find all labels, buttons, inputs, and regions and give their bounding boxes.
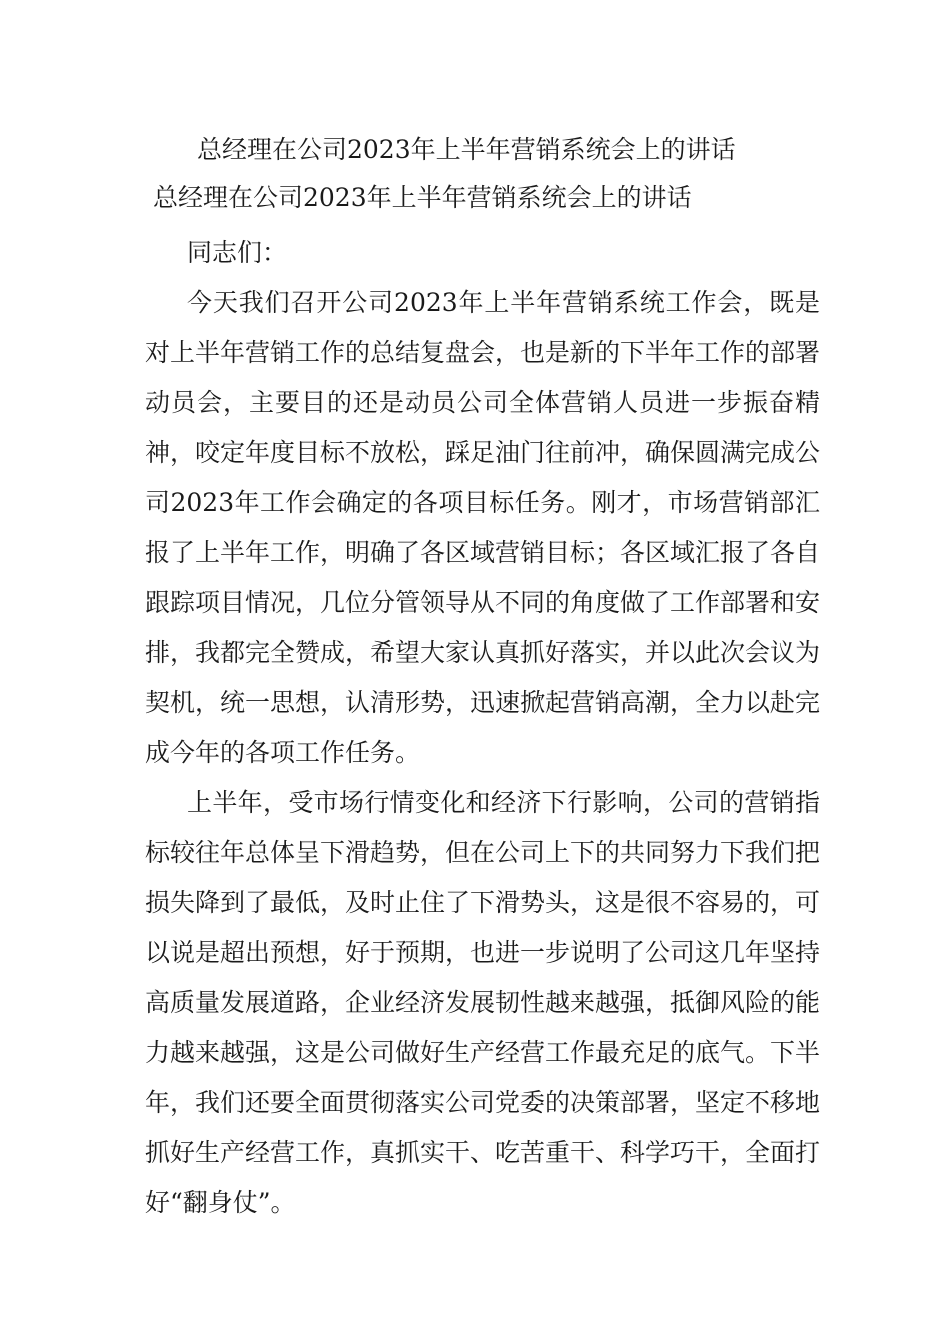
paragraph-2: 上半年，受市场行情变化和经济下行影响，公司的营销指标较往年总体呈下滑趋势，但在公司上下的共同努力下我们把损失降到了最低，及时止住了下滑势头，这是很不容易的，可以说是超出预想，好于预期，也进一步说明了公司这几年坚持高质量发展道路，企业经济发展韧性越来越强，抵御风险的能力越来越强，这是公司做好生产经营工作最充足的底气。下半年，我们还要全面贯彻落实公司党委的决策部署，坚定不移地抓好生产经营工作，真抓实干、吃苦重干、科学巧干，全面打好“翻身仗”。 — [145, 788, 821, 1217]
document-title: 总经理在公司2023年上半年营销系统会上的讲话 — [197, 135, 736, 164]
paragraph-1: 今天我们召开公司2023年上半年营销系统工作会，既是对上半年营销工作的总结复盘会，也是新的下半年工作的部署动员会，主要目的还是动员公司全体营销人员进一步振奋精神，咬定年度目标不放松，踩足油门往前冲，确保圆满完成公司2023年工作会确定的各项目标任务。刚才，市场营销部汇报了上半年工作，明确了各区域营销目标；各区域汇报了各自跟踪项目情况，几位分管领导从不同的角度做了工作部署和安排，我都完全赞成，希望大家认真抓好落实，并以此次会议为契机，统一思想，认清形势，迅速掀起营销高潮，全力以赴完成今年的各项工作任务。 — [145, 288, 821, 767]
document-title-repeat: 总经理在公司2023年上半年营销系统会上的讲话 — [153, 183, 692, 212]
salutation: 同志们： — [187, 238, 288, 267]
